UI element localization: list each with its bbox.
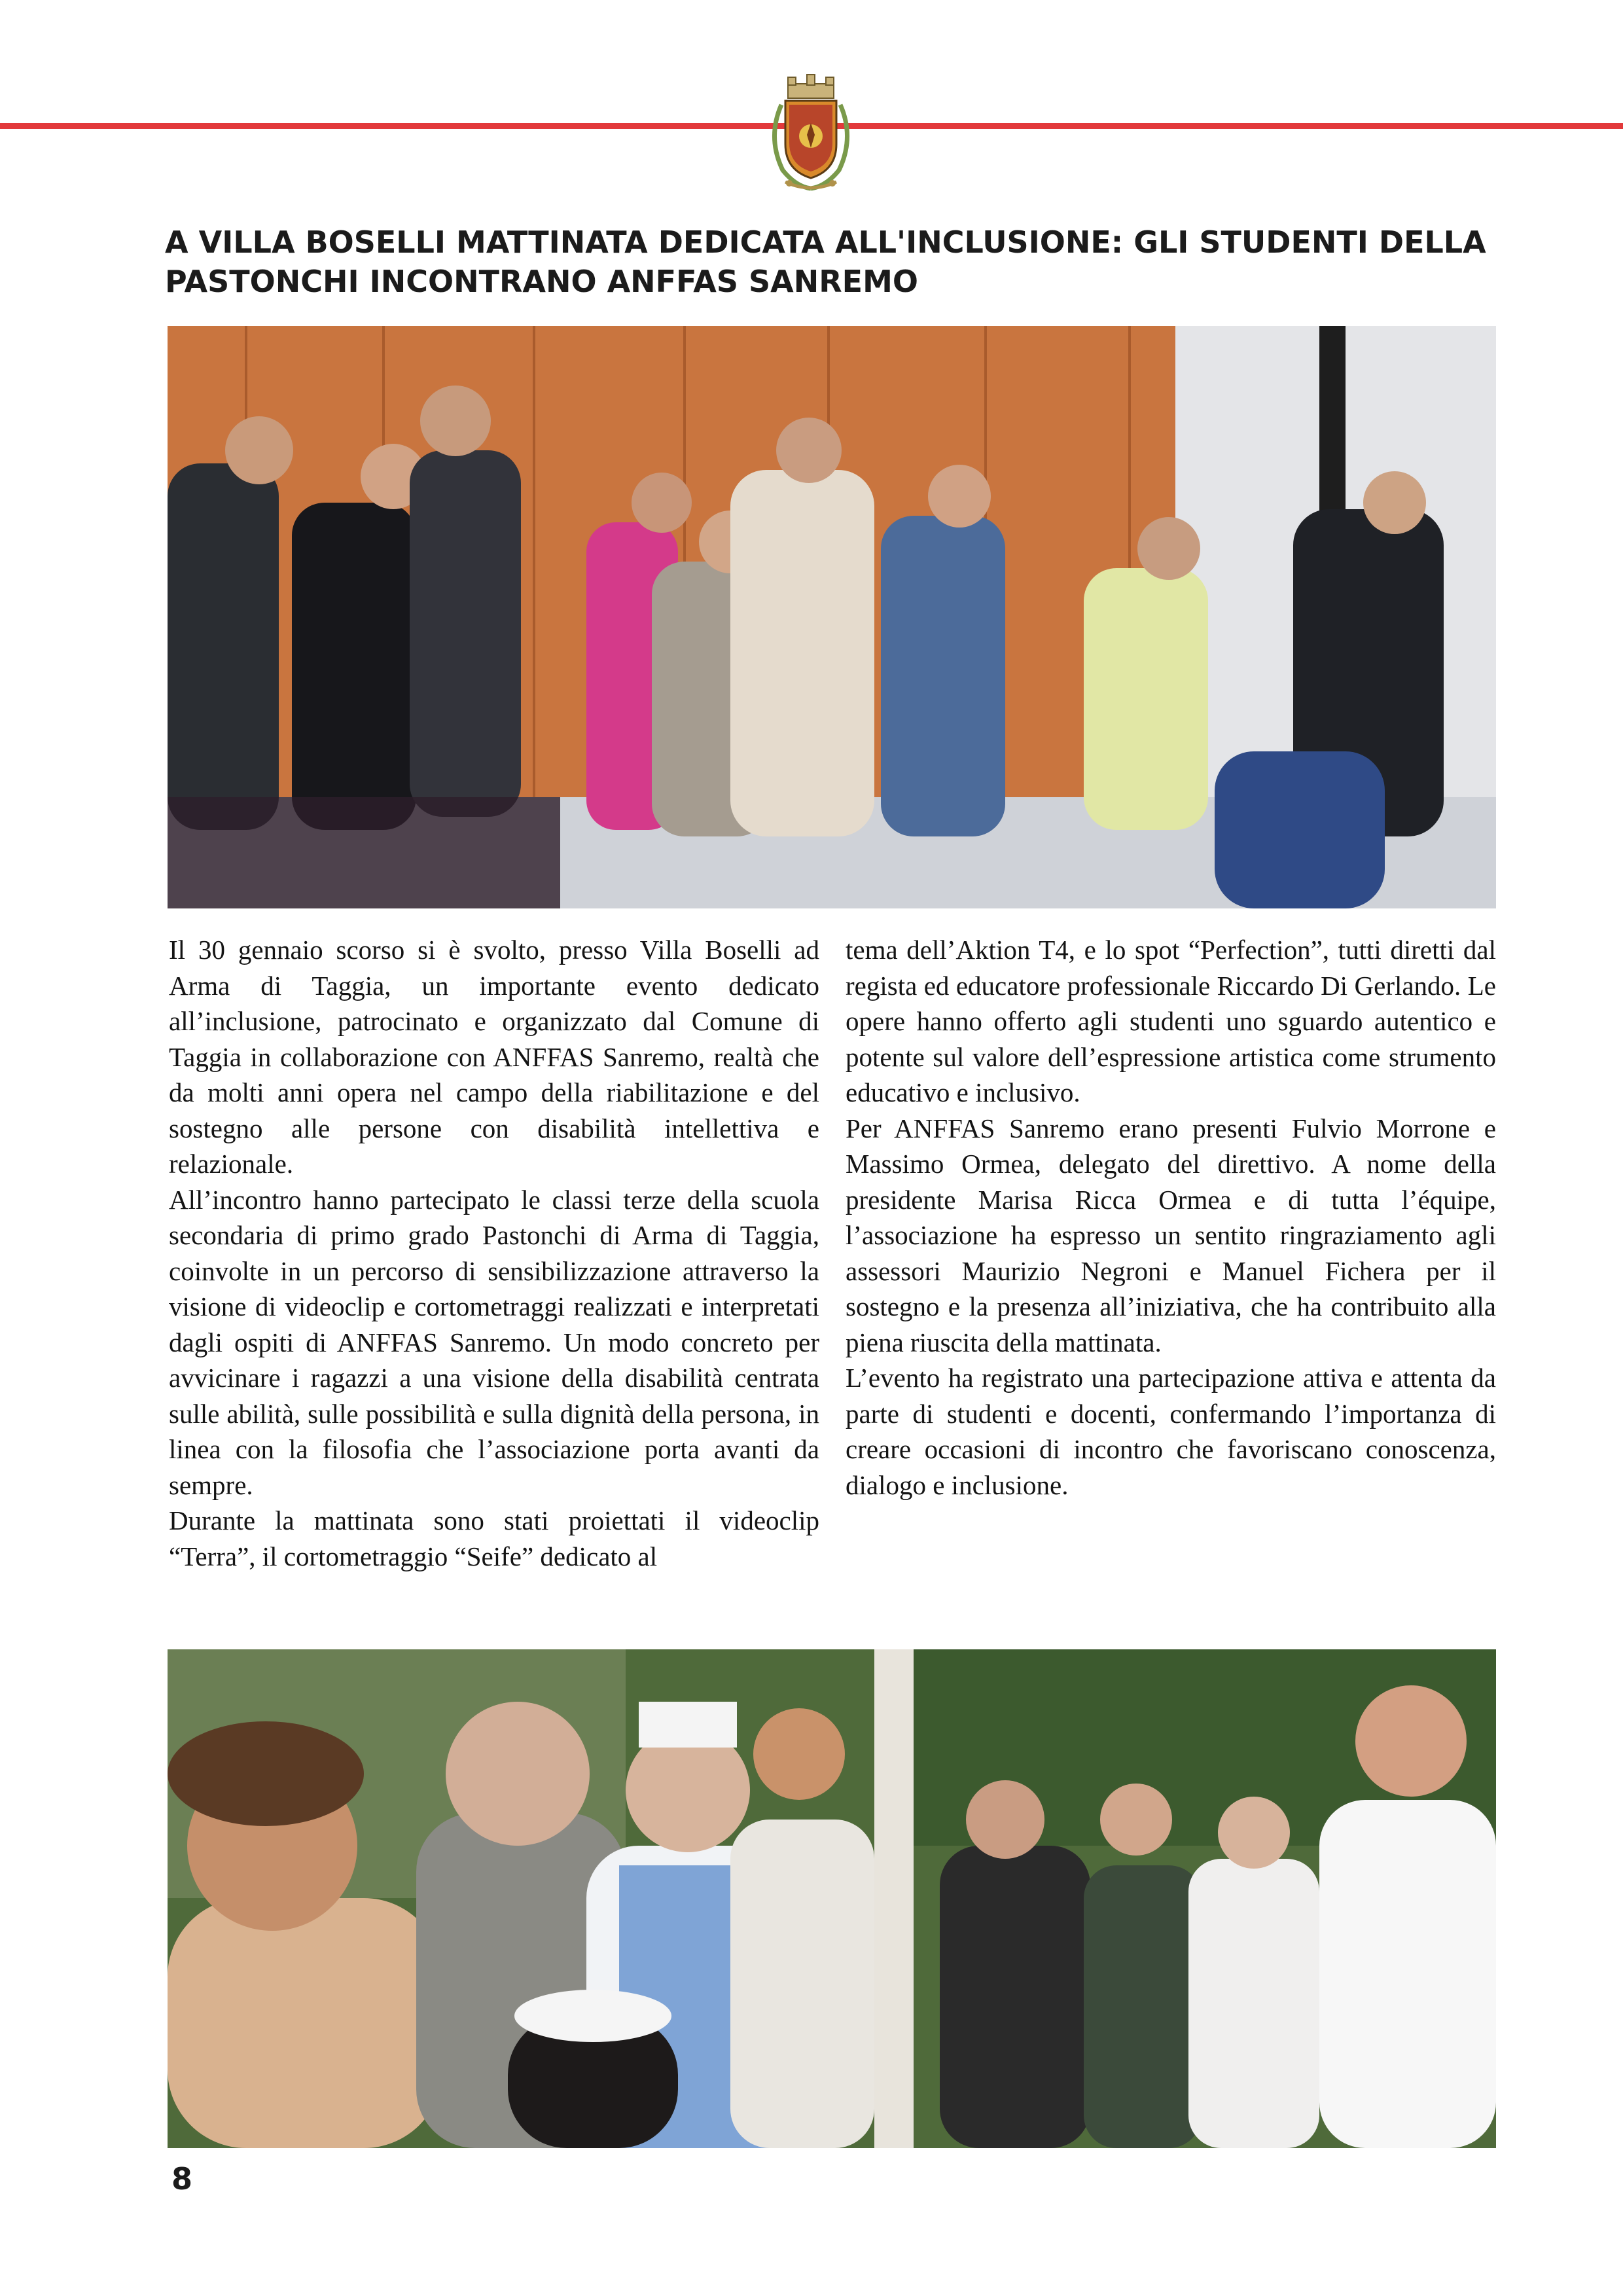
page-number: 8 (171, 2161, 193, 2197)
paragraph: tema dell’Aktion T4, e lo spot “Perfection”, tutti diretti dal regista ed educatore professionale Riccardo Di Gerlando. Le opere hanno offerto agli studenti uno sguardo autentico e potente sul valore dell’espressione artistica come strumento educativo e inclusivo. (846, 935, 1496, 1107)
paragraph: Per ANFFAS Sanremo erano presenti Fulvio Morrone e Massimo Ormea, delegato del direttivo. A nome della presidente Marisa Ricca Ormea e di tutta l’équipe, l’associazione ha espresso un sentito ringraziamento agli assessori Maurizio Negroni e Manuel Fichera per il sostegno e la presenza all’iniziativa, che ha contribuito alla piena riuscita della mattinata. (846, 1113, 1496, 1357)
paragraph: Il 30 gennaio scorso si è svolto, presso Villa Boselli ad Arma di Taggia, un importante evento dedicato all’inclusione, patrocinato e organizzato dal Comune di Taggia in collaborazione con ANFFAS Sanremo, realtà che da molti anni opera nel campo della riabilitazione e del sostegno alle persone con disabilità intellettiva e relazionale. (169, 935, 819, 1179)
coat-of-arms-icon (763, 72, 859, 196)
group-photo-stage (168, 326, 1496, 908)
article-title: A VILLA BOSELLI MATTINATA DEDICATA ALL'INCLUSIONE: GLI STUDENTI DELLA PASTONCHI INCONTRANO ANFFAS SANREMO (165, 224, 1486, 299)
paragraph: Durante la mattinata sono stati proiettati il videoclip “Terra”, il cortometraggio “Seife” dedicato al (169, 1505, 819, 1571)
paragraph: L’evento ha registrato una partecipazione attiva e attenta da parte di studenti e docenti, confermando l’importanza di creare occasioni di incontro che favoriscano conoscenza, dialogo e inclusione. (846, 1363, 1496, 1500)
article-column-left (169, 932, 819, 1574)
article-column-right (846, 932, 1496, 1503)
paragraph: All’incontro hanno partecipato le classi terze della scuola secondaria di primo grado Pastonchi di Arma di Taggia, coinvolte in un percorso di sensibilizzazione attraverso la visione di videoclip e cortometraggi realizzati e interpretati dagli ospiti di ANFFAS Sanremo. Un modo concreto per avvicinare i ragazzi a una visione della disabilità centrata sulle abilità, sulle possibilità e sulla dignità della persona, in linea con la filosofia che l’associazione porta avanti da sempre. (169, 1184, 819, 1500)
group-photo-costumes (168, 1649, 1496, 2148)
